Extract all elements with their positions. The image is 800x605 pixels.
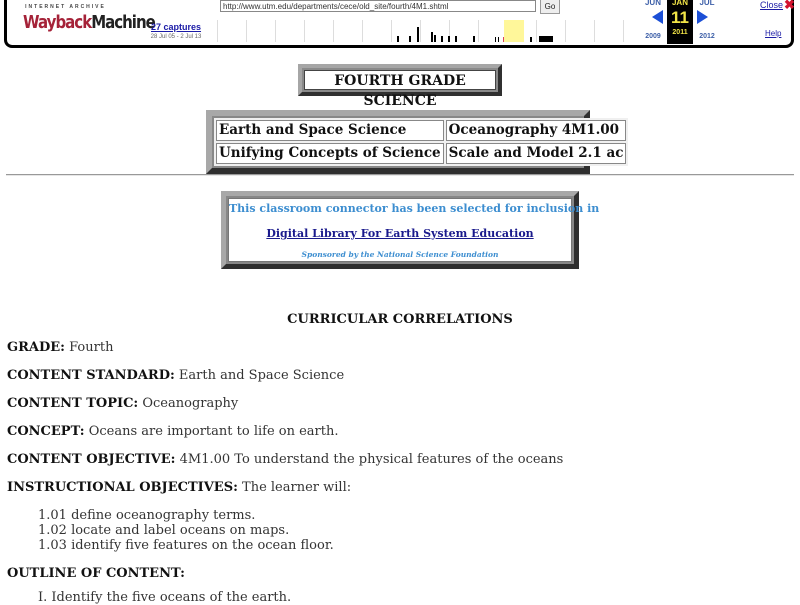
field-concept: CONCEPT: Oceans are important to life on earth. [7, 424, 339, 439]
current-capture-date: JAN 11 2011 [667, 0, 693, 44]
field-content-objective: CONTENT OBJECTIVE: 4M1.00 To understand the physical features of the oceans [7, 452, 564, 467]
internet-archive-label: INTERNET ARCHIVE [25, 4, 106, 10]
list-item: I. Identify the five oceans of the earth. [38, 590, 292, 605]
section-title: CURRICULAR CORRELATIONS [287, 312, 513, 327]
wayback-machine-wordmark: WaybackMachine [23, 11, 155, 33]
field-grade: GRADE: Fourth [7, 340, 114, 355]
table-cell: Scale and Model 2.1 ac [446, 143, 627, 164]
table-row [216, 143, 626, 164]
current-year-highlight [504, 20, 524, 42]
table-cell: Oceanography 4M1.00 [446, 120, 627, 141]
standards-table [206, 110, 624, 174]
table-cell: Earth and Space Science [216, 120, 444, 141]
captures-link[interactable]: 27 captures [150, 22, 202, 32]
calendar-navigator [640, 0, 720, 45]
sponsor-text: Sponsored by the National Science Foundation [301, 250, 499, 259]
next-year-label[interactable]: 2012 [699, 33, 715, 40]
selection-notice: This classroom connector has been selected for inclusion in [229, 202, 600, 215]
dlese-link[interactable]: Digital Library For Earth System Education [266, 227, 534, 240]
wayback-logo[interactable] [23, 2, 155, 38]
horizontal-divider [6, 174, 794, 176]
table-cell: Unifying Concepts of Science [216, 143, 444, 164]
list-item: 1.02 locate and label oceans on maps. [38, 523, 290, 538]
captures-range: 28 Jul 05 - 2 Jul 13 [150, 34, 202, 40]
field-instructional-objectives: INSTRUCTIONAL OBJECTIVES: The learner will: [7, 480, 352, 495]
table-row [216, 120, 626, 141]
close-icon[interactable]: ✖ [784, 0, 795, 12]
field-content-standard: CONTENT STANDARD: Earth and Space Science [7, 368, 345, 383]
prev-capture-arrow-icon[interactable] [652, 10, 663, 24]
page-title-box [298, 64, 502, 109]
list-item: 1.03 identify five features on the ocean floor. [38, 538, 334, 553]
wayback-toolbar [4, 0, 794, 48]
url-input[interactable]: http://www.utm.edu/departments/cece/old_site/fourth/4M1.shtml [220, 0, 536, 12]
dlese-banner [221, 191, 600, 269]
page-title: FOURTH GRADE SCIENCE [304, 70, 496, 90]
next-month-label[interactable]: JUL [699, 0, 715, 7]
list-item: 1.01 define oceanography terms. [38, 508, 256, 523]
go-button[interactable]: Go [540, 0, 560, 14]
prev-year-label[interactable]: 2009 [645, 33, 661, 40]
field-content-topic: CONTENT TOPIC: Oceanography [7, 396, 239, 411]
captures-info [145, 22, 207, 40]
help-link[interactable]: Help [765, 29, 782, 38]
next-capture-arrow-icon[interactable] [697, 10, 708, 24]
objectives-list [38, 508, 334, 553]
close-link[interactable]: Close [760, 0, 784, 10]
prev-month-label[interactable]: JUN [644, 0, 661, 7]
outline-heading: OUTLINE OF CONTENT: [7, 566, 185, 581]
capture-sparkline[interactable] [217, 20, 637, 42]
